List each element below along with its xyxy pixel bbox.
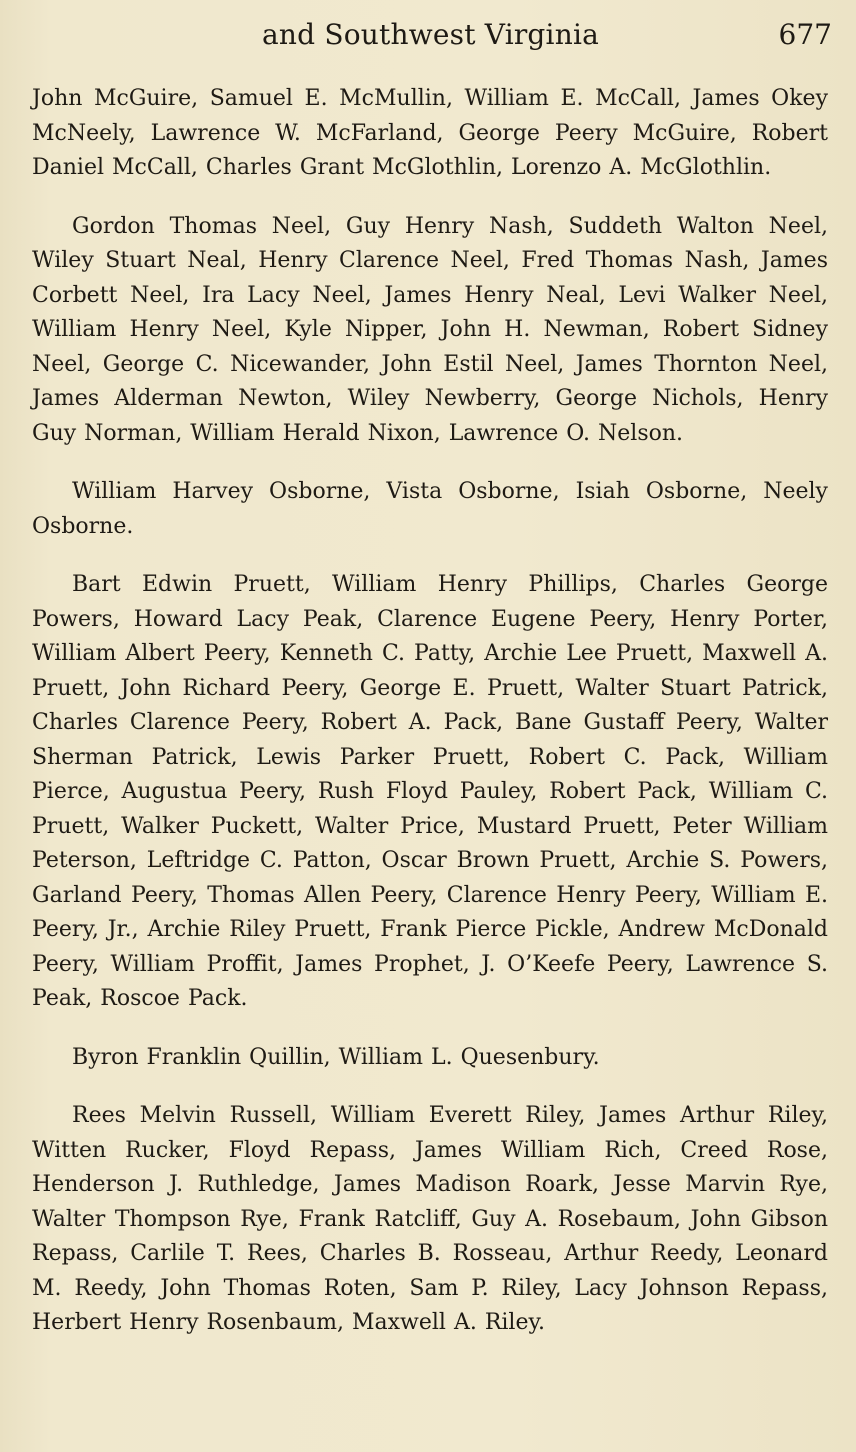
paragraph-o-names: William Harvey Osborne, Vista Osborne, Isiah Osborne, Neely Osborne.	[32, 479, 828, 539]
paragraph-q-names: Byron Franklin Quillin, William L. Quesenbury.	[72, 1044, 600, 1070]
running-title: and Southwest Virginia	[262, 18, 599, 51]
paragraph-r-names: Rees Melvin Russell, William Everett Riley, James Arthur Riley, Witten Rucker, Floyd Repass, James William Rich, Creed Rose, Henderson J. Ruthledge, James Madison Roark, Jesse Marvin Rye, Walter Thompson Rye, Frank Ratcliff, Guy A. Rosebaum, John Gibson Repass, Carlile T. Rees, Charles B. Rosseau, Arthur Reedy, Leonard M. Reedy, John Thomas Roten, Sam P. Riley, Lacy Johnson Repass, Herbert Henry Rosenbaum, Maxwell A. Riley.	[32, 1103, 828, 1335]
paragraph-n-names: Gordon Thomas Neel, Guy Henry Nash, Suddeth Walton Neel, Wiley Stuart Neal, Henry Clarence Neel, Fred Thomas Nash, James Corbett Neel, Ira Lacy Neel, James Henry Neal, Levi Walker Neel, William Henry Neel, Kyle Nipper, John H. Newman, Robert Sidney Neel, George C. Nicewander, John Estil Neel, James Thornton Neel, James Alderman Newton, Wiley Newberry, George Nichols, Henry Guy Norman, William Herald Nixon, Lawrence O. Nelson.	[32, 213, 828, 446]
page-number: 677	[778, 18, 832, 51]
paragraph-m-names: John McGuire, Samuel E. McMullin, William E. McCall, James Okey McNeely, Lawrence W. McFarland, George Peery McGuire, Robert Daniel McCall, Charles Grant McGlothlin, Lorenzo A. McGlothlin.	[32, 86, 828, 180]
page-body	[32, 82, 828, 1365]
page-header	[0, 12, 856, 56]
paragraph-p-names: Bart Edwin Pruett, William Henry Phillips, Charles George Powers, Howard Lacy Peak, Clarence Eugene Peery, Henry Porter, William Albert Peery, Kenneth C. Patty, Archie Lee Pruett, Maxwell A. Pruett, John Richard Peery, George E. Pruett, Walter Stuart Patrick, Charles Clarence Peery, Robert A. Pack, Bane Gustaff Peery, Walter Sherman Patrick, Lewis Parker Pruett, Robert C. Pack, William Pierce, Augustua Peery, Rush Floyd Pauley, Robert Pack, William C. Pruett, Walker Puckett, Walter Price, Mustard Pruett, Peter William Peterson, Leftridge C. Patton, Oscar Brown Pruett, Archie S. Powers, Garland Peery, Thomas Allen Peery, Clarence Henry Peery, William E. Peery, Jr., Archie Riley Pruett, Frank Pierce Pickle, Andrew McDonald Peery, William Proffit, James Prophet, J. O’Keefe Peery, Lawrence S. Peak, Roscoe Pack.	[32, 572, 828, 1011]
